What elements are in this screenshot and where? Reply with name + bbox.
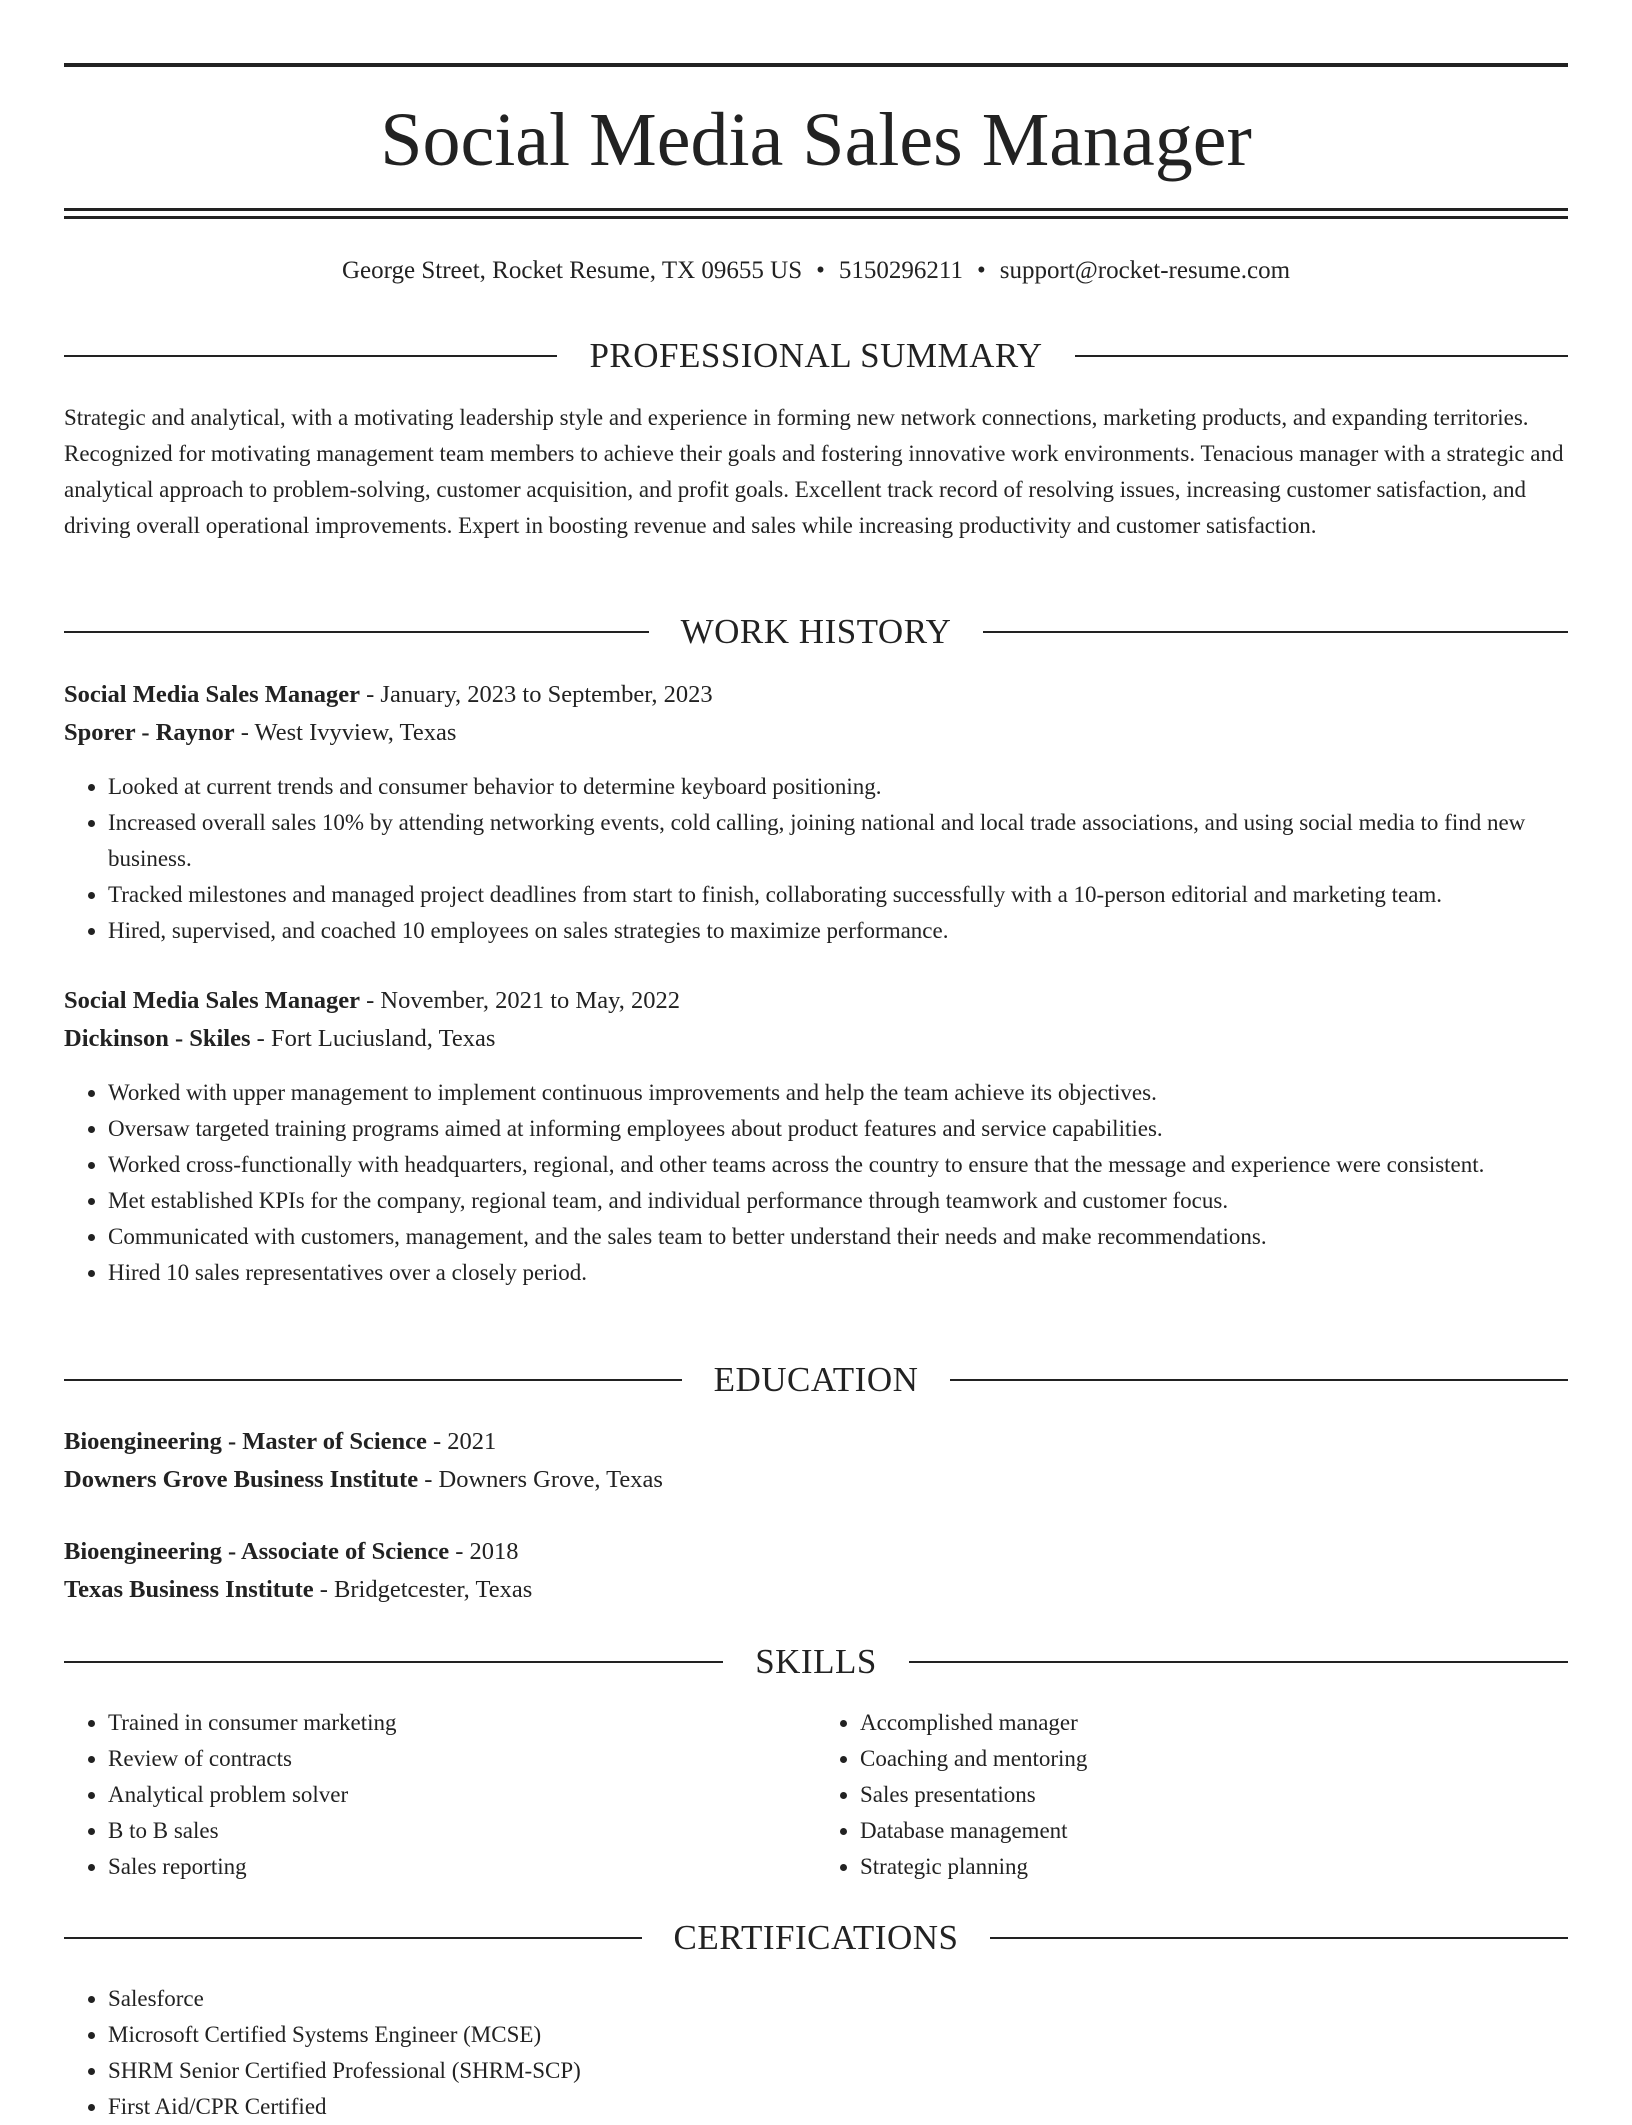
education-school: Downers Grove Business Institute [64,1466,419,1493]
contact-separator: • [816,257,825,284]
job-title: Social Media Sales Manager [64,681,361,708]
section-heading-summary [64,334,1568,378]
job-entry [64,982,1568,1058]
summary-block [64,400,1568,544]
list-item: • Increased overall sales 10% by attending networking events, cold calling, joining national and local trade associations, and using social media to find new business. [108,805,1568,877]
job-location: - Fort Luciusland, Texas [250,1025,496,1052]
education-school: Texas Business Institute [64,1576,314,1603]
section-heading-skills [64,1640,1568,1684]
section-title: EDUCATION [713,1360,919,1399]
list-item: • Database management [860,1813,1568,1849]
education-school-line [64,1571,1568,1609]
education-entry [64,1423,1568,1499]
section-heading-certifications [64,1916,1568,1960]
education-year: - 2021 [426,1428,497,1455]
job-company-line [64,1020,1568,1058]
certifications-block [64,1981,1568,2125]
job-bullets [64,1075,1568,1291]
contact-address: George Street, Rocket Resume, TX 09655 US [341,257,803,284]
heading-rule-left [64,1937,642,1939]
skills-list-left [64,1705,816,1885]
job-company: Sporer - Raynor [64,719,235,746]
skills-list-right [816,1705,1568,1885]
list-item: • Worked with upper management to implement continuous improvements and help the team achieve its objectives. [108,1075,1568,1111]
education-school-line [64,1461,1568,1499]
list-item: • Tracked milestones and managed project deadlines from start to finish, collaborating successfully with a 10-person editorial and marketing team. [108,877,1568,913]
heading-rule-right [983,631,1568,633]
skills-columns [64,1705,1568,1885]
job-location: - West Ivyview, Texas [234,719,457,746]
heading-rule-right [909,1661,1568,1663]
list-item: • Sales presentations [860,1777,1568,1813]
education-degree-line [64,1423,1568,1461]
job-title-line [64,676,1568,714]
job-entry [64,676,1568,752]
contact-email: support@rocket-resume.com [999,257,1291,284]
job-company: Dickinson - Skiles [64,1025,251,1052]
job-dates: - November, 2021 to May, 2022 [360,987,680,1014]
list-item: • Hired, supervised, and coached 10 employees on sales strategies to maximize performance. [108,913,1568,949]
list-item: • Trained in consumer marketing [108,1705,816,1741]
education-entry [64,1533,1568,1609]
job-bullets [64,769,1568,949]
header-double-rule-upper [64,208,1568,211]
header-double-rule-lower [64,216,1568,219]
list-item: • SHRM Senior Certified Professional (SHRM-SCP) [108,2053,1568,2089]
list-item: • Oversaw targeted training programs aimed at informing employees about product features and service capabilities. [108,1111,1568,1147]
education-degree-line [64,1533,1568,1571]
heading-rule-left [64,631,649,633]
list-item: • Review of contracts [108,1741,816,1777]
list-item: • B to B sales [108,1813,816,1849]
resume-title: Social Media Sales Manager [380,98,1252,182]
heading-rule-right [990,1937,1568,1939]
list-item: • Strategic planning [860,1849,1568,1885]
list-item: • First Aid/CPR Certified [108,2089,1568,2125]
job-title-line [64,982,1568,1020]
heading-rule-left [64,1379,682,1381]
heading-rule-left [64,355,557,357]
job-dates: - January, 2023 to September, 2023 [360,681,713,708]
list-item: • Analytical problem solver [108,1777,816,1813]
list-item: • Sales reporting [108,1849,816,1885]
list-item: • Communicated with customers, management, and the sales team to better understand their needs and make recommendations. [108,1219,1568,1255]
contact-separator: • [976,257,986,284]
education-degree: Bioengineering - Master of Science [64,1428,427,1455]
education-location: - Bridgetcester, Texas [313,1576,533,1603]
section-title: SKILLS [755,1642,877,1681]
heading-rule-left [64,1661,723,1663]
education-degree: Bioengineering - Associate of Science [64,1538,450,1565]
contact-phone: 5150296211 [838,257,963,284]
section-heading-education [64,1358,1568,1402]
education-location: - Downers Grove, Texas [418,1466,663,1493]
section-title: CERTIFICATIONS [673,1918,959,1957]
heading-rule-right [950,1379,1568,1381]
contact-line [64,254,1568,288]
section-heading-work-history [64,610,1568,654]
list-item: • Salesforce [108,1981,1568,2017]
list-item: • Met established KPIs for the company, regional team, and individual performance through teamwork and customer focus. [108,1183,1568,1219]
list-item: • Hired 10 sales representatives over a closely period. [108,1255,1568,1291]
list-item: • Microsoft Certified Systems Engineer (MCSE) [108,2017,1568,2053]
heading-rule-right [1075,355,1568,357]
education-year: - 2018 [449,1538,519,1565]
list-item: • Coaching and mentoring [860,1741,1568,1777]
certifications-list [64,1981,1568,2125]
list-item: • Looked at current trends and consumer behavior to determine keyboard positioning. [108,769,1568,805]
job-title: Social Media Sales Manager [64,987,361,1014]
job-company-line [64,714,1568,752]
section-title: WORK HISTORY [680,612,952,651]
section-title: PROFESSIONAL SUMMARY [589,336,1043,375]
header-top-rule [64,63,1568,67]
list-item: • Accomplished manager [860,1705,1568,1741]
summary-text: Strategic and analytical, with a motivating leadership style and experience in forming new network connections, marketing products, and expanding territories. Recognized for motivating management team members to achieve their goals and fostering innovative work environments. Tenacious manager with a strategic and analytical approach to problem-solving, customer acquisition, and profit goals. Excellent track record of resolving issues, increasing customer satisfaction, and driving overall operational improvements. Expert in boosting revenue and sales while increasing productivity and customer satisfaction. [64,405,1564,538]
list-item: • Worked cross-functionally with headquarters, regional, and other teams across the country to ensure that the message and experience were consistent. [108,1147,1568,1183]
